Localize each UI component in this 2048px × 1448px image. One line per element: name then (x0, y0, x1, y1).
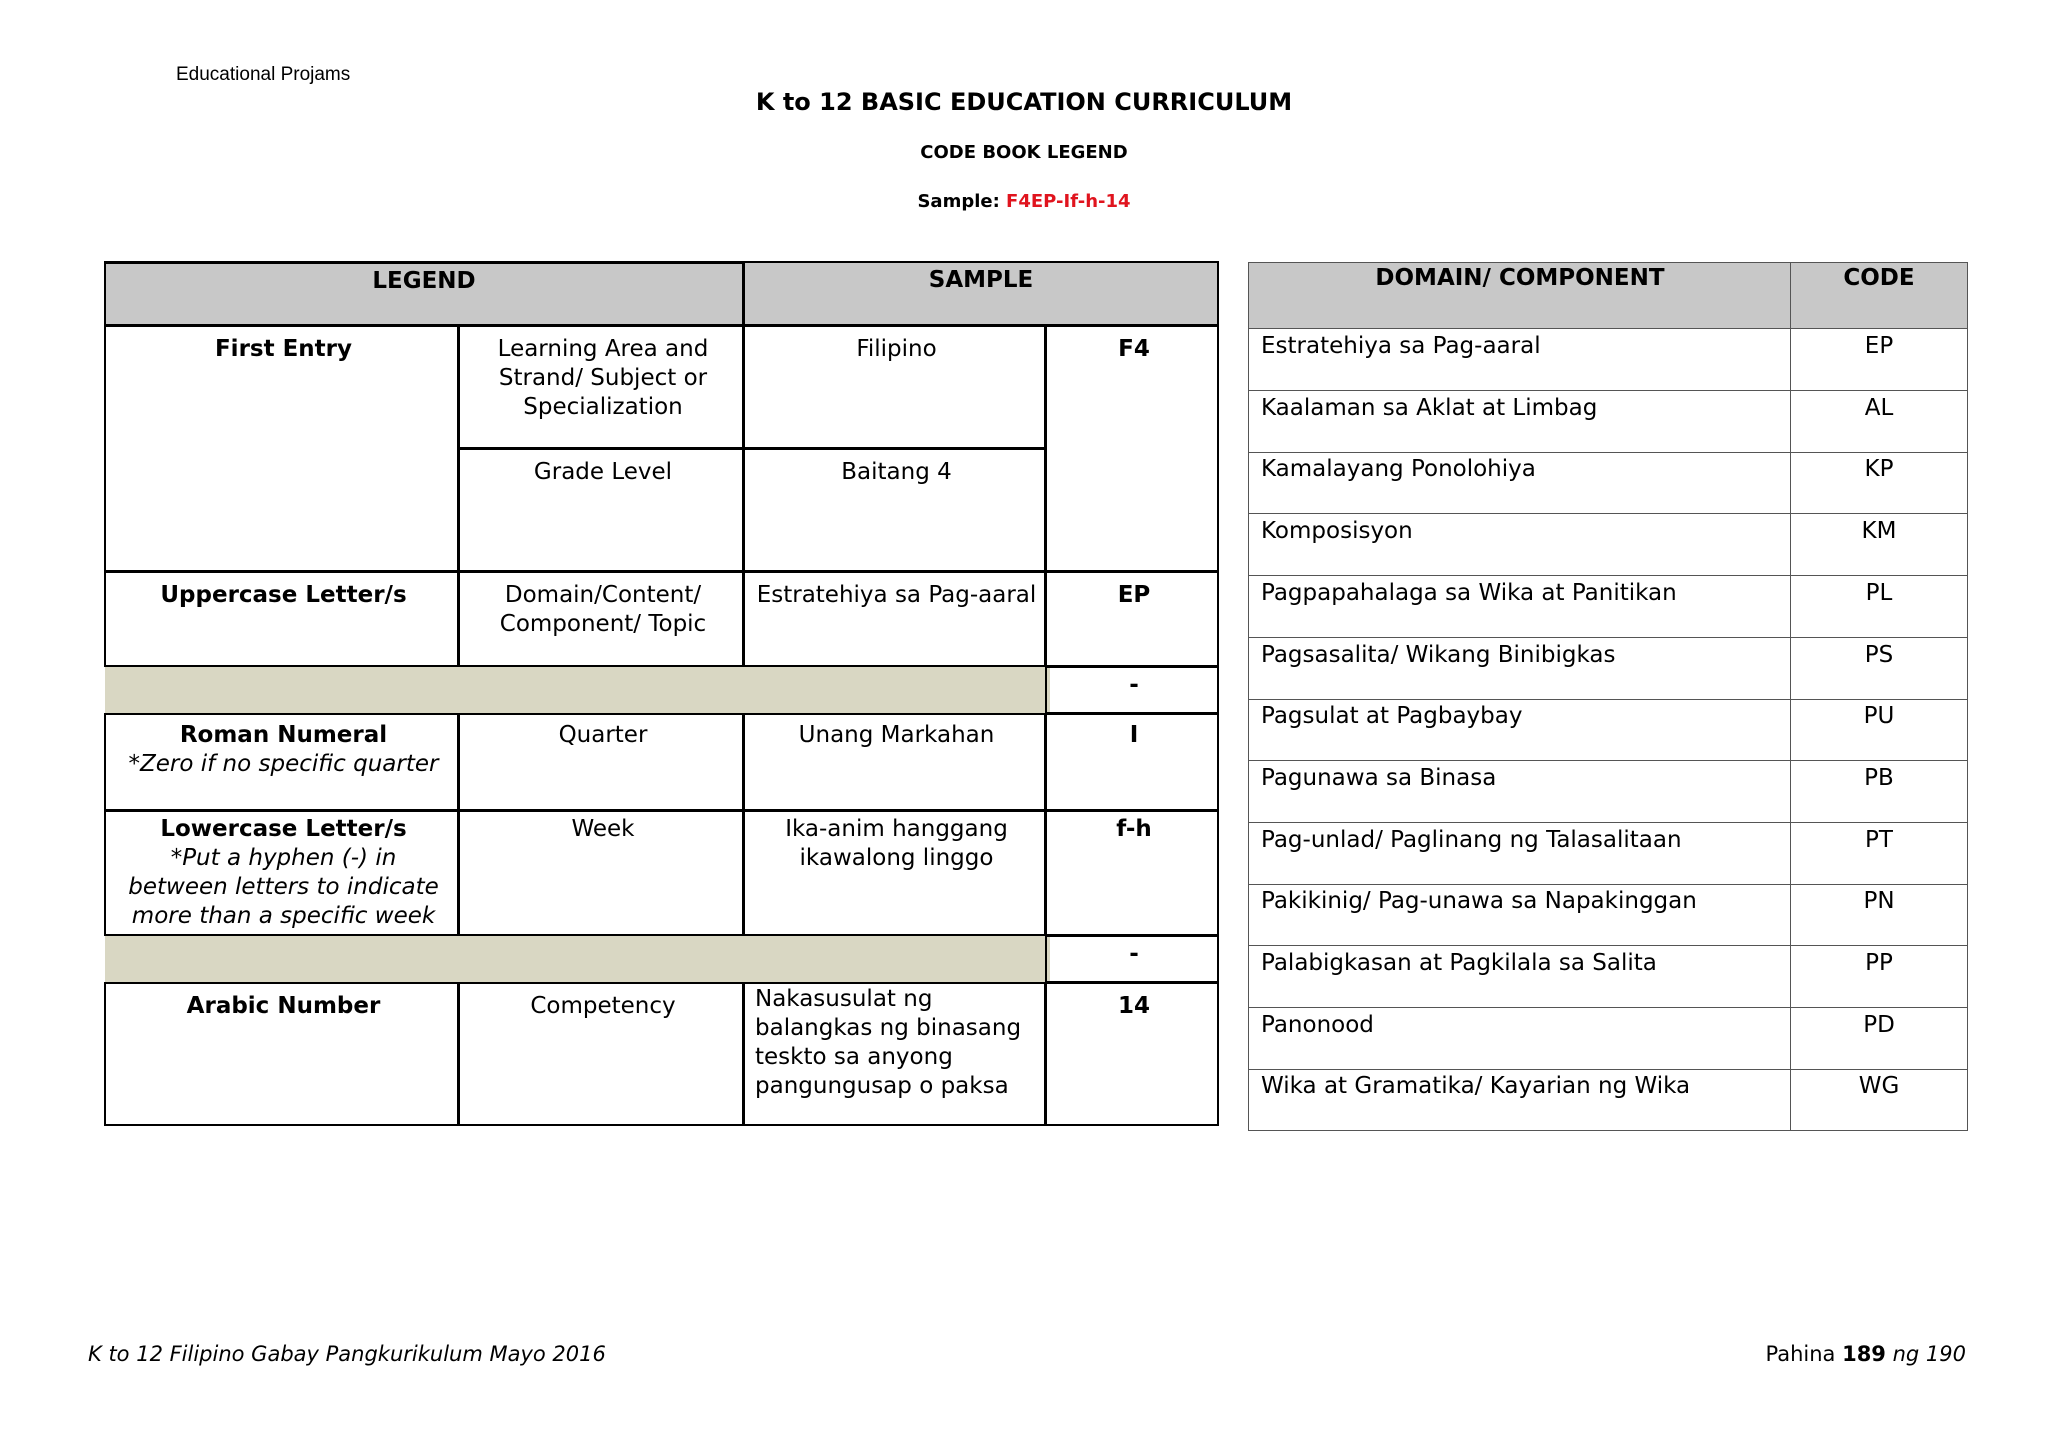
sample-line (0, 191, 2048, 212)
domain-name: Panonood (1261, 1011, 1374, 1038)
lowercase-label: Lowercase Letter/s (160, 816, 407, 842)
uppercase-label-cell (104, 571, 459, 667)
domain-code: PD (1863, 1011, 1895, 1038)
arabic-label-cell (104, 982, 459, 1126)
sample-header: SAMPLE (743, 261, 1219, 326)
separator-1: - (1129, 672, 1139, 698)
domain-code: AL (1864, 394, 1894, 421)
column-divider (1790, 263, 1791, 1130)
domain-code: PT (1865, 826, 1893, 853)
page-suffix: ng 190 (1885, 1342, 1966, 1366)
first-entry-code: F4 (1118, 336, 1150, 362)
uppercase-desc: Domain/Content/ Component/ Topic (499, 582, 707, 637)
domain-header: DOMAIN/ COMPONENT (1249, 263, 1791, 329)
competency-cell (458, 982, 744, 1126)
separator-band-2 (105, 936, 1050, 983)
domain-row (1249, 452, 1967, 514)
domain-code: KP (1864, 456, 1894, 483)
grade-level-desc: Grade Level (533, 459, 673, 485)
domain-code: KM (1861, 518, 1897, 545)
domain-row (1249, 761, 1967, 823)
domain-code: PB (1864, 764, 1894, 791)
domain-name: Kamalayang Ponolohiya (1261, 456, 1536, 483)
domain-code: PS (1864, 641, 1894, 668)
legend-header: LEGEND (104, 261, 744, 326)
domain-name: Pagunawa sa Binasa (1261, 764, 1497, 791)
domain-row (1249, 391, 1967, 453)
domain-code: EP (1864, 333, 1894, 359)
roman-code-cell (1045, 713, 1219, 811)
uppercase-code: EP (1117, 582, 1151, 608)
first-entry-label-cell (104, 325, 459, 572)
learning-area-sample-cell (743, 325, 1046, 449)
roman-label-cell (104, 713, 459, 811)
domain-row (1249, 823, 1967, 885)
domain-name: Wika at Gramatika/ Kayarian ng Wika (1261, 1073, 1691, 1100)
domain-code: PN (1863, 888, 1895, 915)
domain-name: Pagpapahalaga sa Wika at Panitikan (1261, 579, 1677, 606)
domain-row (1249, 699, 1967, 761)
week-cell (458, 810, 744, 936)
separator-1-cell (1045, 666, 1219, 714)
lowercase-note: *Put a hyphen (-) in between letters to indicate more than a specific week (128, 845, 439, 929)
domain-row (1249, 329, 1967, 391)
domain-row (1249, 514, 1967, 576)
domain-code: PU (1863, 703, 1895, 730)
page-number (1765, 1342, 1966, 1366)
grade-level-sample: Baitang 4 (841, 459, 952, 485)
competency-sample-cell (743, 982, 1046, 1126)
first-entry-label: First Entry (214, 336, 353, 362)
page-subtitle: CODE BOOK LEGEND (920, 142, 1128, 163)
domain-code: WG (1858, 1073, 1900, 1100)
learning-area-desc: Learning Area and Strand/ Subject or Specialization (497, 336, 709, 420)
arabic-code-cell (1045, 982, 1219, 1126)
arabic-label: Arabic Number (186, 993, 381, 1019)
quarter-sample-cell (743, 713, 1046, 811)
domain-row (1249, 946, 1967, 1008)
uppercase-desc-cell (458, 571, 744, 667)
lowercase-label-cell (104, 810, 459, 936)
domain-table (1248, 262, 1968, 1131)
learning-area-sample: Filipino (856, 336, 937, 362)
page-prefix: Pahina (1765, 1342, 1843, 1366)
domain-code: PP (1865, 950, 1893, 976)
roman-label: Roman Numeral (179, 722, 388, 748)
domain-name: Pag-unlad/ Paglinang ng Talasalitaan (1261, 826, 1682, 853)
first-entry-code-cell (1045, 325, 1219, 572)
domain-name: Estratehiya sa Pag-aaral (1261, 333, 1541, 359)
week-desc: Week (571, 816, 635, 842)
week-sample-cell (743, 810, 1046, 936)
domain-name: Komposisyon (1261, 518, 1413, 545)
sample-label: Sample: (917, 191, 1007, 212)
sample-code: F4EP-If-h-14 (1006, 191, 1131, 212)
lowercase-code-cell (1045, 810, 1219, 936)
grade-level-cell (458, 448, 744, 572)
domain-row (1249, 638, 1967, 700)
roman-note: *Zero if no specific quarter (128, 751, 439, 777)
roman-code: I (1129, 722, 1139, 748)
domain-name: Pagsulat at Pagbaybay (1261, 703, 1523, 730)
uppercase-label: Uppercase Letter/s (160, 582, 407, 608)
domain-name: Kaalaman sa Aklat at Limbag (1261, 394, 1598, 421)
arabic-code: 14 (1117, 993, 1150, 1019)
lowercase-code: f-h (1116, 816, 1152, 842)
separator-2-cell (1045, 935, 1219, 983)
separator-band-1 (105, 667, 1050, 714)
page-current: 189 (1842, 1342, 1886, 1366)
domain-name: Pakikinig/ Pag-unawa sa Napakinggan (1261, 888, 1697, 915)
learning-area-cell (458, 325, 744, 449)
code-header: CODE (1791, 263, 1967, 329)
quarter-cell (458, 713, 744, 811)
domain-row (1249, 1008, 1967, 1070)
domain-row (1249, 884, 1967, 946)
competency-desc: Competency (530, 993, 676, 1019)
domain-row (1249, 1069, 1967, 1131)
uppercase-sample: Estratehiya sa Pag-aaral (756, 582, 1037, 608)
separator-2: - (1129, 941, 1139, 967)
brand-label: Educational Projams (176, 64, 351, 85)
domain-name: Palabigkasan at Pagkilala sa Salita (1261, 950, 1657, 976)
week-sample: Ika-anim hanggang ikawalong linggo (785, 816, 1008, 871)
page-title: K to 12 BASIC EDUCATION CURRICULUM (755, 88, 1293, 116)
footer-title: K to 12 Filipino Gabay Pangkurikulum Mayo 2016 (88, 1342, 606, 1366)
legend-table (105, 262, 1220, 1127)
domain-row (1249, 576, 1967, 638)
uppercase-code-cell (1045, 571, 1219, 667)
quarter-sample: Unang Markahan (798, 722, 995, 748)
domain-code: PL (1865, 579, 1893, 606)
grade-level-sample-cell (743, 448, 1046, 572)
domain-name: Pagsasalita/ Wikang Binibigkas (1261, 641, 1616, 668)
uppercase-sample-cell (743, 571, 1046, 667)
quarter-desc: Quarter (558, 722, 648, 748)
competency-sample: Nakasusulat ng balangkas ng binasang teskto sa anyong pangungusap o paksa (755, 986, 1022, 1099)
